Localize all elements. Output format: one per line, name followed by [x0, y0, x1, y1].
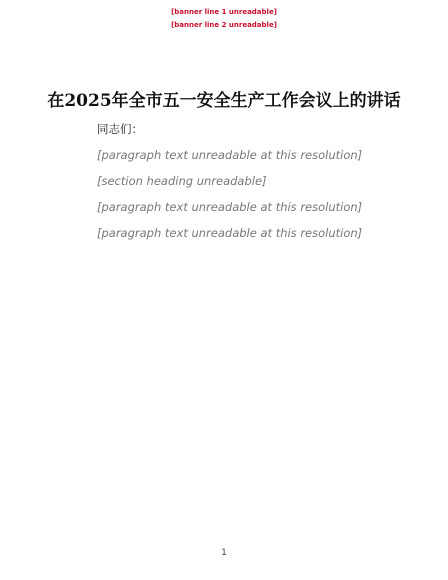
document-title: 在2025年全市五一安全生产工作会议上的讲话 — [47, 91, 401, 111]
banner-line-2: [banner line 2 unreadable] — [171, 21, 277, 29]
page-number: 1 — [221, 548, 227, 558]
promo-banner — [0, 6, 448, 32]
document-body — [74, 118, 378, 244]
banner-line-1: [banner line 1 unreadable] — [171, 8, 277, 16]
paragraph-2: [paragraph text unreadable at this resolution] — [97, 200, 363, 214]
paragraph-3: [paragraph text unreadable at this resolution] — [97, 226, 363, 240]
salutation: 同志们： — [97, 122, 143, 136]
section-heading-1: [section heading unreadable] — [97, 174, 267, 188]
paragraph-1: [paragraph text unreadable at this resolution] — [97, 148, 363, 162]
